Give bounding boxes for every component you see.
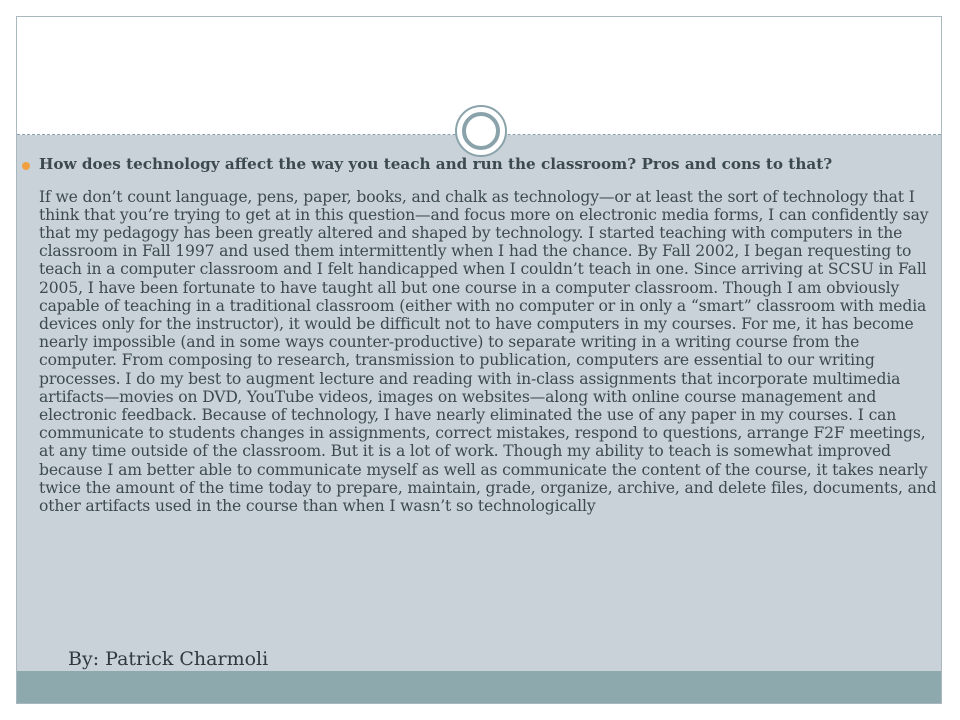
circle-ornament-inner <box>462 112 500 150</box>
slide-body <box>39 156 939 515</box>
question-text: How does technology affect the way you teach and run the classroom? Pros and cons to that? <box>39 155 833 173</box>
circle-ornament-icon <box>455 105 507 157</box>
answer-text: If we don’t count language, pens, paper, books, and chalk as technology—or at least the sort of technology that I think that you’re trying to get at in this question—and focus more on electronic media forms, I can confidently say that my pedagogy has been greatly altered and shaped by technology. I started teaching with computers in the classroom in Fall 1997 and used them intermittently when I had the chance. By Fall 2002, I began requesting to teach in a computer classroom and I felt handicapped when I couldn’t teach in one. Since arriving at SCSU in Fall 2005, I have been fortunate to have taught all but one course in a computer classroom. Though I am obviously capable of teaching in a traditional classroom (either with no computer or in only a “smart” classroom with media devices only for the instructor), it would be difficult not to have computers in my courses. For me, it has become nearly impossible (and in some ways counter-productive) to separate writing in a writing course from the computer. From composing to research, transmission to publication, computers are essential to our writing processes. I do my best to augment lecture and reading with in-class assignments that incorporate multimedia artifacts—movies on DVD, YouTube videos, images on websites—along with online course management and electronic feedback. Because of technology, I have nearly eliminated the use of any paper in my courses. I can communicate to students changes in assignments, correct mistakes, respond to questions, arrange F2F meetings, at any time outside of the classroom. But it is a lot of work. Though my ability to teach is somewhat improved because I am better able to communicate myself as well as communicate the content of the course, it takes nearly twice the amount of the time today to prepare, maintain, grade, organize, archive, and delete files, documents, and other artifacts used in the course than when I wasn’t so technologically <box>39 187 937 516</box>
bullet-icon <box>22 162 30 170</box>
author-byline: By: Patrick Charmoli <box>68 648 269 670</box>
footer-band <box>17 671 941 703</box>
